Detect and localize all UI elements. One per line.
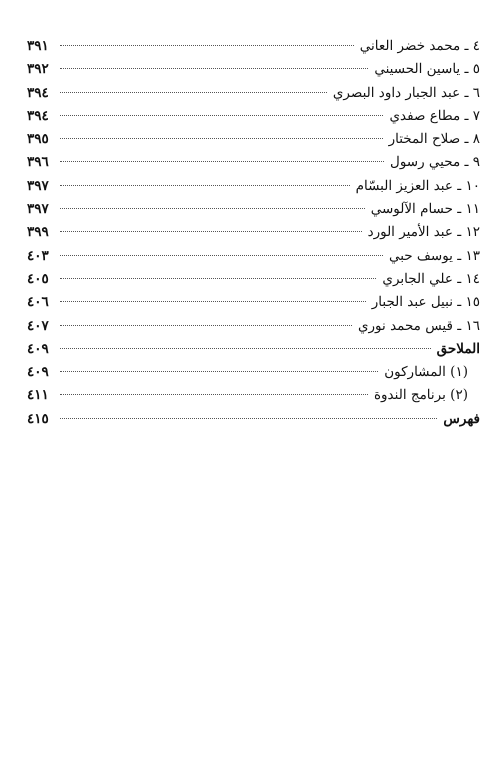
toc-section-title: فهرس bbox=[443, 410, 480, 427]
toc-entry-title: ١١ ـ حسام الآلوسي bbox=[370, 201, 480, 218]
dot-leader bbox=[60, 138, 383, 139]
toc-entry-title: ١٤ ـ علي الجابري bbox=[382, 270, 480, 287]
toc-page-number: ٣٩١ bbox=[27, 38, 49, 54]
toc-entry[interactable] bbox=[27, 315, 480, 338]
toc-entry-title: ٤ ـ محمد خضر العاني bbox=[359, 38, 480, 54]
toc-section-heading[interactable] bbox=[27, 408, 480, 431]
toc-entry-title: ١٥ ـ نبيل عبد الجبار bbox=[371, 294, 480, 311]
dot-leader bbox=[60, 231, 362, 232]
toc-subentry[interactable] bbox=[27, 361, 480, 384]
toc-entry-title: ١٣ ـ يوسف حبي bbox=[388, 247, 480, 264]
toc-entry[interactable] bbox=[27, 151, 480, 174]
toc-page-number: ٤٠٧ bbox=[27, 317, 49, 334]
toc-subentry[interactable] bbox=[27, 384, 480, 407]
dot-leader bbox=[60, 92, 327, 93]
toc-page-number: ٣٩٧ bbox=[27, 201, 49, 218]
toc-entry[interactable] bbox=[27, 105, 480, 128]
dot-leader bbox=[60, 45, 354, 46]
dot-leader bbox=[60, 348, 431, 349]
toc-entry[interactable] bbox=[27, 82, 480, 105]
toc-page-number: ٣٩٧ bbox=[27, 177, 49, 194]
toc-page-number: ٤٠٣ bbox=[27, 247, 49, 264]
toc-entry-title: ١٦ ـ قيس محمد نوري bbox=[357, 317, 480, 334]
dot-leader bbox=[60, 185, 350, 186]
toc-entry-title: (٢) برنامج الندوة bbox=[373, 387, 468, 404]
table-of-contents bbox=[27, 35, 480, 431]
toc-entry[interactable] bbox=[27, 128, 480, 151]
toc-entry[interactable] bbox=[27, 268, 480, 291]
toc-entry[interactable] bbox=[27, 198, 480, 221]
toc-entry-title: ٨ ـ صلاح المختار bbox=[388, 131, 480, 148]
dot-leader bbox=[60, 325, 352, 326]
toc-entry[interactable] bbox=[27, 291, 480, 314]
dot-leader bbox=[60, 161, 384, 162]
toc-entry[interactable] bbox=[27, 221, 480, 244]
toc-page-number: ٣٩٥ bbox=[27, 131, 49, 148]
toc-section-title: الملاحق bbox=[436, 340, 480, 357]
toc-entry-title: ٩ ـ محيي رسول bbox=[390, 154, 480, 171]
dot-leader bbox=[60, 208, 365, 209]
toc-page-number: ٤١٥ bbox=[27, 410, 49, 427]
toc-page-number: ٣٩٤ bbox=[27, 84, 49, 101]
toc-page-number: ٣٩٤ bbox=[27, 107, 49, 124]
toc-page-number: ٤٠٩ bbox=[27, 364, 49, 381]
toc-entry[interactable] bbox=[27, 35, 480, 58]
toc-page-number: ٤٠٩ bbox=[27, 340, 49, 357]
toc-page-number: ٣٩٩ bbox=[27, 224, 49, 241]
dot-leader bbox=[60, 115, 383, 116]
dot-leader bbox=[60, 394, 368, 395]
dot-leader bbox=[60, 301, 366, 302]
toc-entry[interactable] bbox=[27, 175, 480, 198]
toc-entry-title: ١٠ ـ عبد العزيز البسّام bbox=[355, 177, 480, 194]
toc-entry-title: ١٢ ـ عبد الأمير الورد bbox=[367, 224, 480, 241]
toc-entry-title: ٦ ـ عبد الجبار داود البصري bbox=[332, 84, 480, 101]
toc-page-number: ٣٩٦ bbox=[27, 154, 49, 171]
dot-leader bbox=[60, 418, 437, 419]
toc-page-number: ٣٩٢ bbox=[27, 61, 49, 78]
toc-page-number: ٤١١ bbox=[27, 387, 49, 404]
dot-leader bbox=[60, 278, 376, 279]
toc-section-heading[interactable] bbox=[27, 338, 480, 361]
toc-entry[interactable] bbox=[27, 245, 480, 268]
toc-entry-title: (١) المشاركون bbox=[384, 364, 468, 381]
dot-leader bbox=[60, 255, 383, 256]
toc-entry[interactable] bbox=[27, 58, 480, 81]
toc-entry-title: ٥ ـ ياسين الحسيني bbox=[374, 61, 480, 78]
toc-page-number: ٤٠٥ bbox=[27, 270, 49, 287]
toc-entry-title: ٧ ـ مطاع صفدي bbox=[389, 107, 480, 124]
dot-leader bbox=[60, 371, 378, 372]
toc-page-number: ٤٠٦ bbox=[27, 294, 49, 311]
dot-leader bbox=[60, 68, 368, 69]
